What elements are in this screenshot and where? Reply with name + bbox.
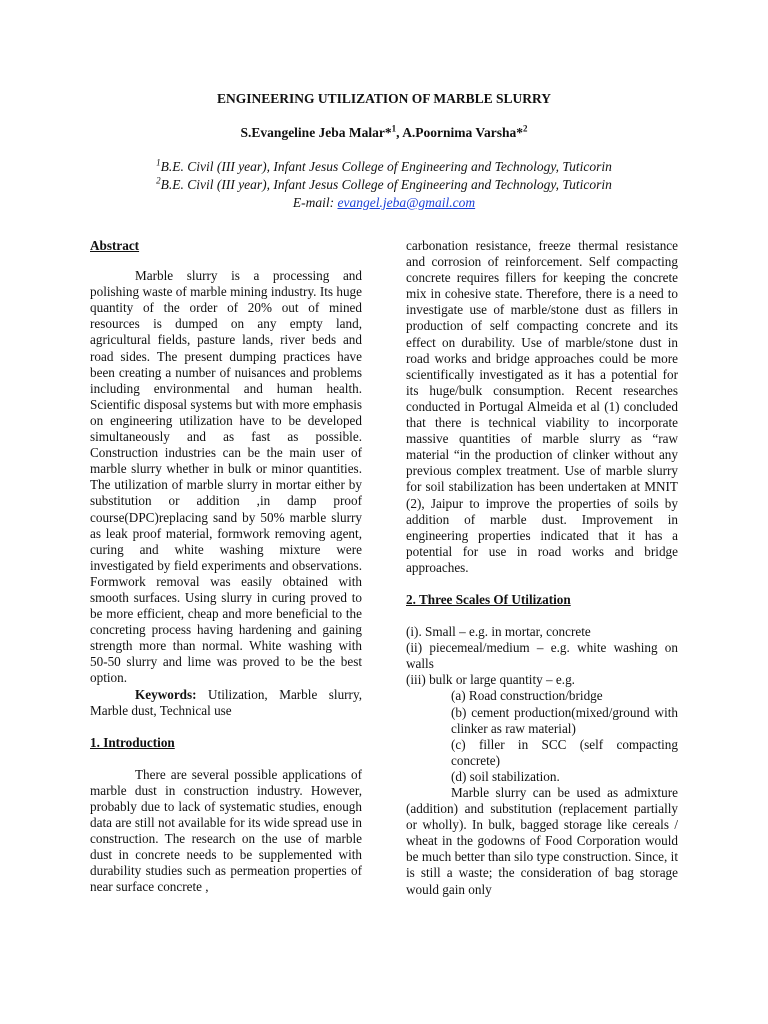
introduction-continued: carbonation resistance, freeze thermal resistance and corrosion of reinforcement. Self compacting concrete requires fillers for keeping the concrete mix in cohesive state. Therefore, there is a need to investigate use of marble/stone dust as fillers in production of self compacting concrete and its effect on durability. Use of marble/stone dust in road works and bridge approaches could be more scientifically investigated as it has a potential for its huge/bulk consumption. Recent researches conducted in Portugal Almeida et al (1) concluded that there is technical viability to incorporate massive quantities of marble slurry as “raw material “in the production of clinker without any previous complex treatment. Use of marble slurry for soil stabilization has been undertaken at MNIT (2), Jaipur to improve the properties of soils by addition of marble dust. Improvement in engineering properties indicated that it has a potential for use in road works and bridge approaches. — [406, 238, 678, 575]
scales-heading: 2. Three Scales Of Utilization — [406, 591, 571, 607]
introduction-heading: 1. Introduction — [90, 734, 175, 750]
scale-item: (ii) piecemeal/medium – e.g. white washing on walls — [406, 640, 678, 672]
author-line — [0, 125, 768, 141]
abstract-heading: Abstract — [90, 238, 140, 253]
scale-subitem: (d) soil stabilization. — [451, 768, 560, 784]
scale-item: (iii) bulk or large quantity – e.g. — [406, 672, 575, 688]
scale-subitem: (c) filler in SCC (self compacting concrete) — [451, 736, 678, 768]
scale-subitem: (a) Road construction/bridge — [451, 688, 603, 704]
email-link[interactable]: evangel.jeba@gmail.com — [337, 195, 476, 210]
keywords-text: Utilization, Marble slurry, Marble dust, Technical use — [90, 686, 362, 718]
keywords-label: Keywords: — [135, 686, 197, 702]
scale-item: (i). Small – e.g. in mortar, concrete — [406, 624, 591, 640]
scales-body: Marble slurry can be used as admixture (addition) and substitution (replacement partially or wholly). In bulk, bagged storage like cereals / wheat in the godowns of Food Corporation would be much better than silo type construction. Since, it is still a waste; the consideration of bag storage would gain only — [406, 785, 678, 897]
author-2: A.Poornima Varsha* — [402, 125, 523, 140]
author-2-sup: 2 — [522, 123, 528, 134]
scale-subitem: (b) cement production(mixed/ground with clinker as raw material) — [451, 704, 678, 736]
keywords-line — [90, 687, 362, 719]
abstract-body: Marble slurry is a processing and polishing waste of marble mining industry. Its huge quantity of the order of 20% out of mined resources is dumped on any empty land, agricultural fields, pasture lands, river beds and road sides. The present dumping practices have been creating a number of nuisances and problems including environmental and human health. Scientific disposal systems but with more emphasis on engineering utilization have to be developed simultaneously and as fast as possible. Construction industries can be the main user of marble slurry whether in bulk or minor quantities. The utilization of marble slurry in mortar either by substitution or addition ,in damp proof course(DPC)replacing sand by 50% marble slurry as leak proof material, formwork removing agent, curing and white washing mixture were investigated by field experiments and observations. Formwork removal was easily obtained with smooth surfaces. Using slurry in curing proved to be more efficient, cheap and more beneficial to the concreting process having hardening and gaining strength more than normal. White washing with 50-50 slurry and lime was proved to be the best option. — [90, 268, 362, 686]
email-line: E-mail: evangel.jeba@gmail.com — [292, 195, 476, 210]
paper-title: ENGINEERING UTILIZATION OF MARBLE SLURRY — [216, 91, 552, 106]
introduction-body: There are several possible applications of marble dust in construction industry. However, probably due to lack of systematic studies, enough data are still not available for its wide spread use in construction. The research on the use of marble dust in concrete needs to be supplemented with durability studies such as permeation properties of near surface concrete , — [90, 766, 362, 895]
left-column — [90, 238, 362, 896]
author-1: S.Evangeline Jeba Malar* — [240, 125, 392, 140]
affiliations — [0, 158, 768, 212]
author-1-sup: 1 — [391, 123, 397, 134]
author-separator: , — [396, 125, 403, 140]
affiliation-1: $^1$B.E. Civil (III year), Infant Jesus College of Engineering and Technology, Tuticorin — [156, 157, 612, 174]
right-column — [406, 238, 678, 898]
affiliation-2: $^2$B.E. Civil (III year), Infant Jesus College of Engineering and Technology, Tuticorin — [156, 175, 612, 192]
